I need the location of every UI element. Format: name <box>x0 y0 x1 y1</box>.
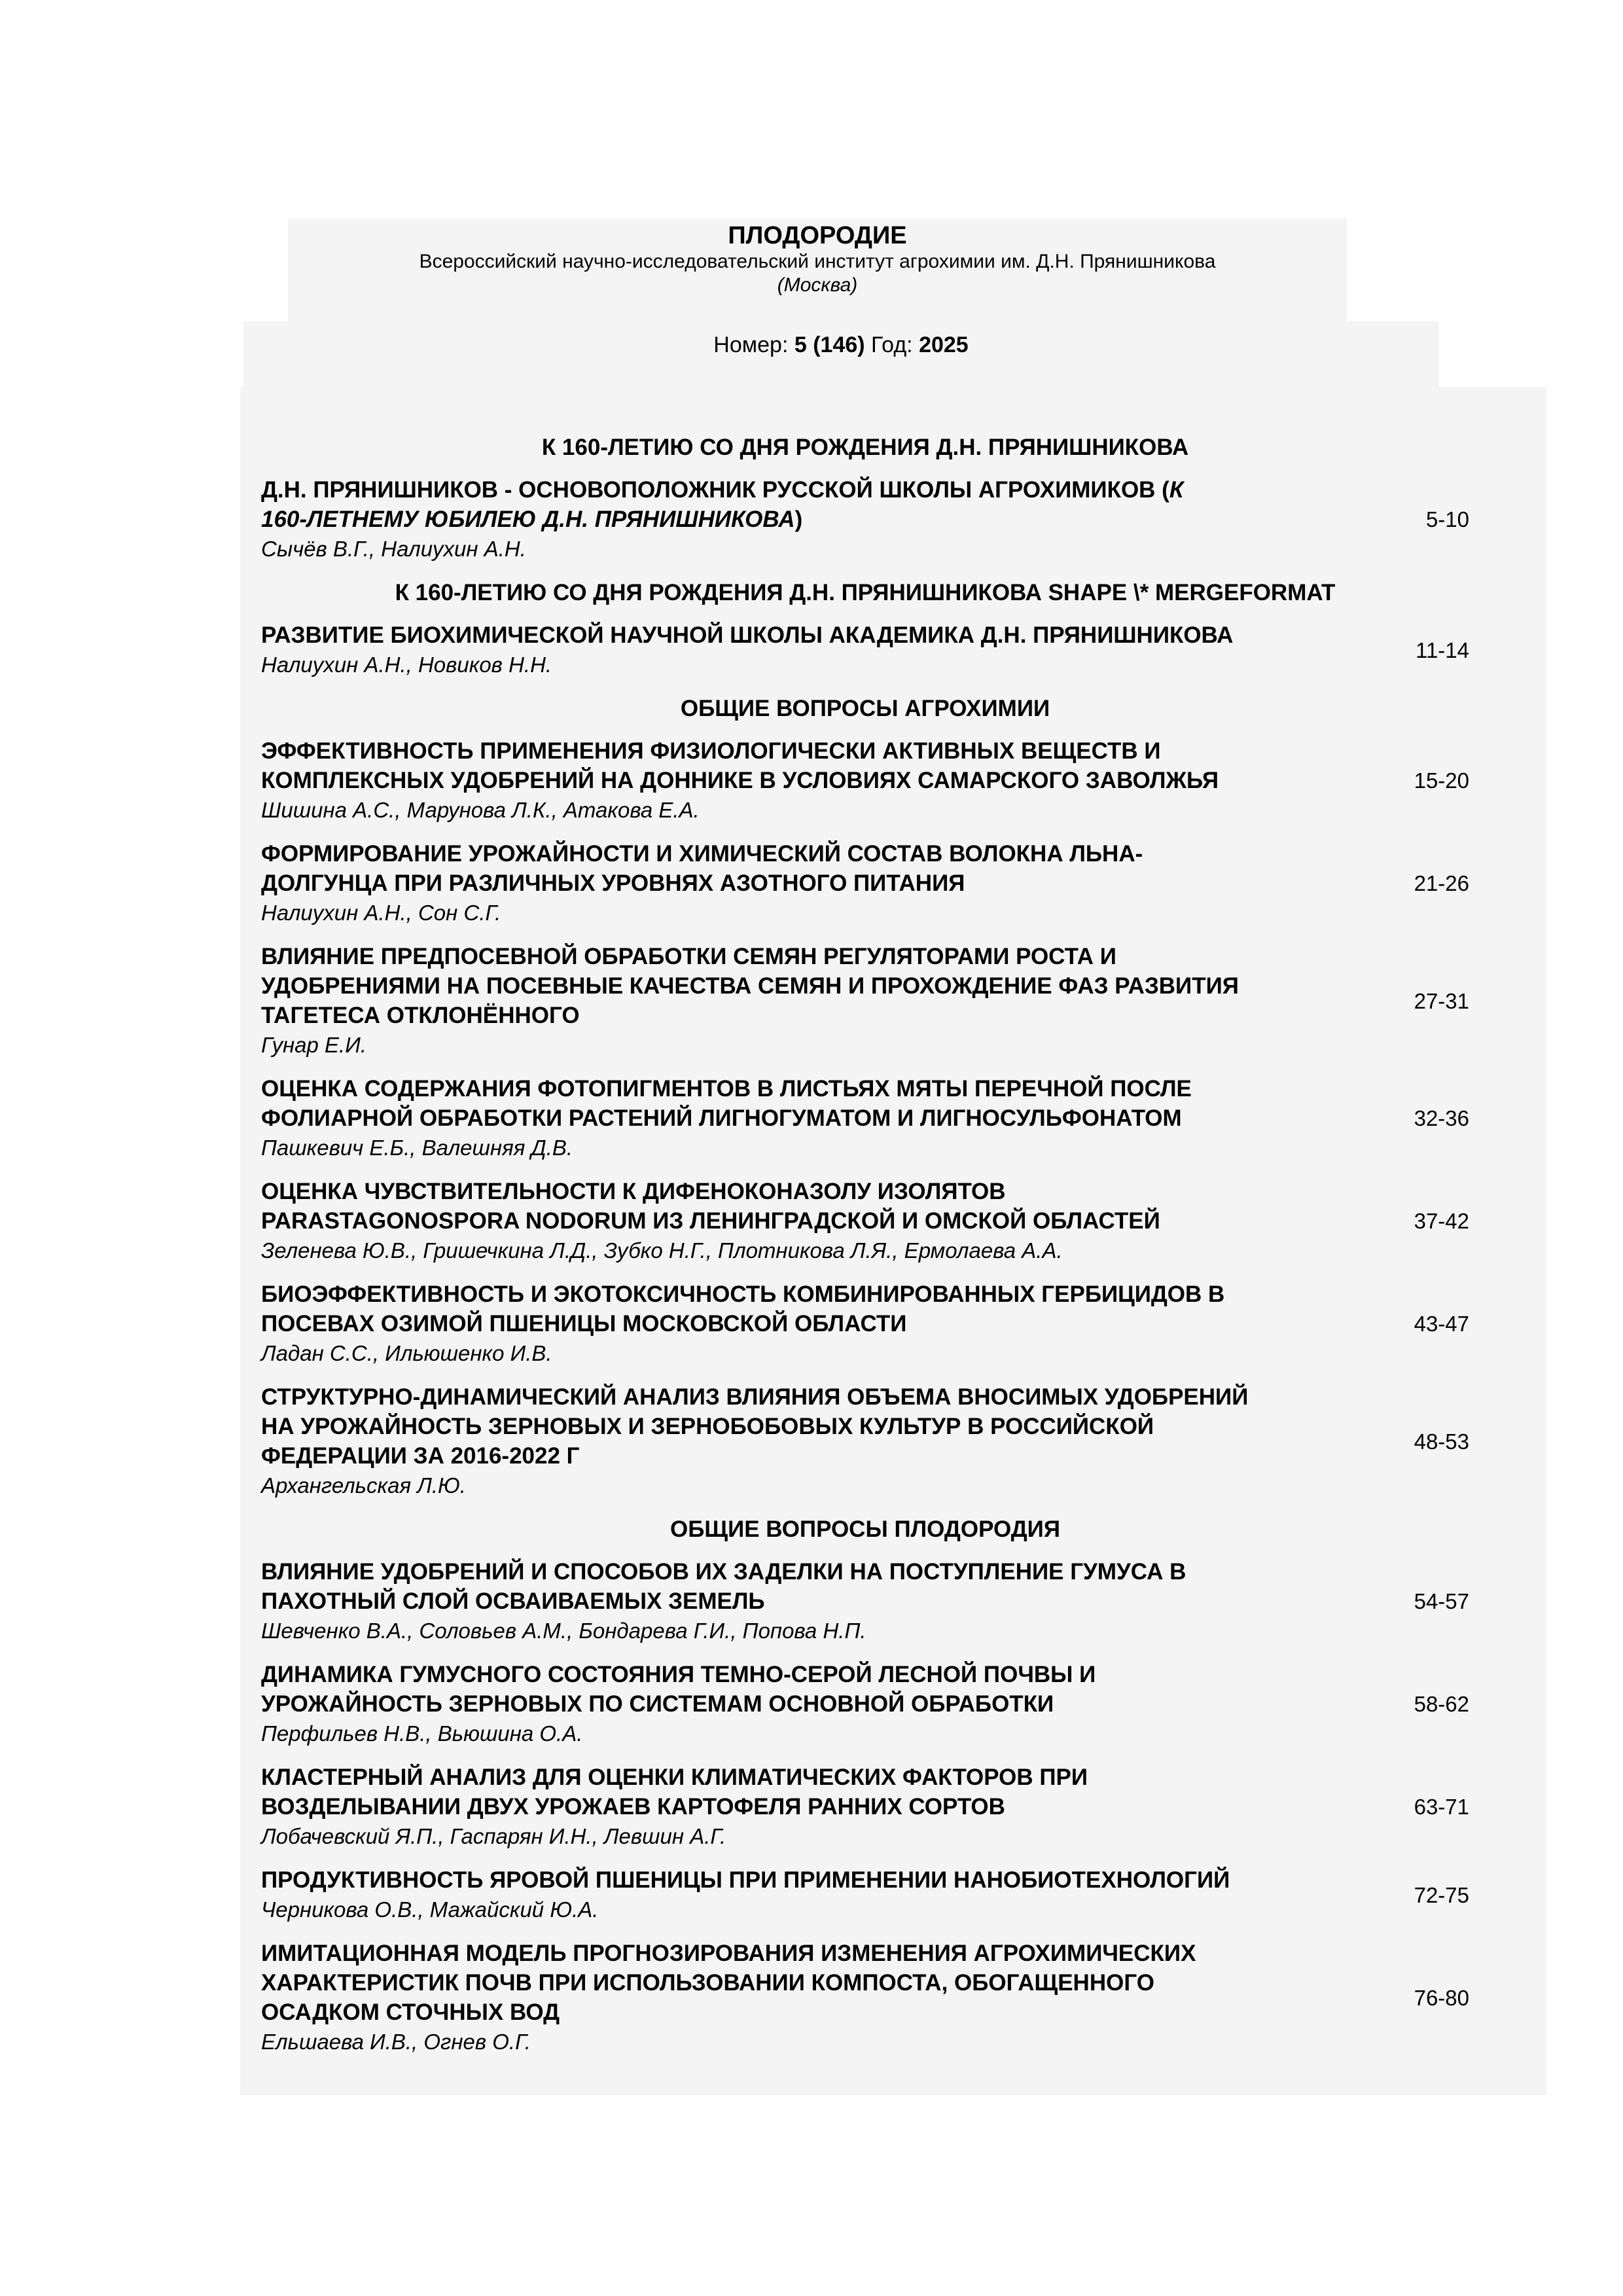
article-pages: 63-71 <box>1414 1795 1469 1819</box>
article-authors: Архангельская Л.Ю. <box>261 1473 466 1498</box>
article-title[interactable]: ВЛИЯНИЕ ПРЕДПОСЕВНОЙ ОБРАБОТКИ СЕМЯН РЕГУЛЯТОРАМИ РОСТА И УДОБРЕНИЯМИ НА ПОСЕВНЫЕ КАЧЕСТВА СЕМЯН И ПРОХОЖДЕНИЕ ФАЗ РАЗВИТИЯ ТАГЕТЕСА ОТКЛОНЁННОГО <box>261 944 1239 1028</box>
article-title[interactable]: ЭФФЕКТИВНОСТЬ ПРИМЕНЕНИЯ ФИЗИОЛОГИЧЕСКИ АКТИВНЫХ ВЕЩЕСТВ И КОМПЛЕКСНЫХ УДОБРЕНИЙ НА ДОННИКЕ В УСЛОВИЯХ САМАРСКОГО ЗАВОЛЖЬЯ <box>261 738 1219 793</box>
article-pages: 76-80 <box>1414 1985 1469 2010</box>
article-title[interactable]: ОЦЕНКА СОДЕРЖАНИЯ ФОТОПИГМЕНТОВ В ЛИСТЬЯХ МЯТЫ ПЕРЕЧНОЙ ПОСЛЕ ФОЛИАРНОЙ ОБРАБОТКИ РАСТЕНИЙ ЛИГНОГУМАТОМ И ЛИГНОСУЛЬФОНАТОМ <box>261 1076 1192 1131</box>
article-title[interactable]: БИОЭФФЕКТИВНОСТЬ И ЭКОТОКСИЧНОСТЬ КОМБИНИРОВАННЫХ ГЕРБИЦИДОВ В ПОСЕВАХ ОЗИМОЙ ПШЕНИЦЫ МОСКОВСКОЙ ОБЛАСТИ <box>261 1282 1225 1336</box>
toc-sections <box>261 433 1469 2056</box>
article-pages: 43-47 <box>1414 1312 1469 1336</box>
toc-section <box>261 694 1469 1500</box>
section-heading: ОБЩИЕ ВОПРОСЫ ПЛОДОРОДИЯ <box>670 1516 1060 1542</box>
article-entry[interactable] <box>261 1280 1469 1368</box>
journal-title: ПЛОДОРОДИЕ <box>728 222 907 249</box>
toc-section <box>261 578 1469 679</box>
article-text <box>261 1177 1391 1265</box>
section-heading: К 160-ЛЕТИЮ СО ДНЯ РОЖДЕНИЯ Д.Н. ПРЯНИШНИКОВА <box>541 435 1189 460</box>
article-authors: Налиухин А.Н., Новиков Н.Н. <box>261 653 552 677</box>
year-label: Год: <box>871 332 913 357</box>
article-text <box>261 1660 1391 1748</box>
article-title[interactable]: ФОРМИРОВАНИЕ УРОЖАЙНОСТИ И ХИМИЧЕСКИЙ СОСТАВ ВОЛОКНА ЛЬНА- ДОЛГУНЦА ПРИ РАЗЛИЧНЫХ УРОВНЯХ АЗОТНОГО ПИТАНИЯ <box>261 841 1143 896</box>
article-text <box>261 475 1391 564</box>
article-title[interactable]: СТРУКТУРНО-ДИНАМИЧЕСКИЙ АНАЛИЗ ВЛИЯНИЯ ОБЪЕМА ВНОСИМЫХ УДОБРЕНИЙ НА УРОЖАЙНОСТЬ ЗЕРНОВЫХ И ЗЕРНОБОБОВЫХ КУЛЬТУР В РОССИЙСКОЙ ФЕДЕРАЦИИ ЗА 2016-2022 Г <box>261 1384 1249 1469</box>
year-value: 2025 <box>919 332 969 357</box>
issue-header <box>243 321 1438 387</box>
article-entry[interactable] <box>261 736 1469 825</box>
article-entry[interactable] <box>261 1763 1469 1851</box>
article-entry[interactable] <box>261 620 1469 679</box>
institute-name: Всероссийский научно-исследовательский институт агрохимии им. Д.Н. Прянишникова <box>419 251 1216 272</box>
article-authors: Гунар Е.И. <box>261 1033 366 1057</box>
article-pages: 5-10 <box>1425 507 1469 531</box>
section-heading: ОБЩИЕ ВОПРОСЫ АГРОХИМИИ <box>680 696 1050 721</box>
article-entry[interactable] <box>261 1660 1469 1748</box>
toc-section <box>261 433 1469 564</box>
article-entry[interactable] <box>261 1557 1469 1645</box>
article-entry[interactable] <box>261 1939 1469 2056</box>
article-pages: 48-53 <box>1414 1429 1469 1454</box>
article-authors: Ладан С.С., Ильюшенко И.В. <box>261 1341 552 1365</box>
journal-header <box>288 219 1347 321</box>
article-title[interactable]: РАЗВИТИЕ БИОХИМИЧЕСКОЙ НАУЧНОЙ ШКОЛЫ АКАДЕМИКА Д.Н. ПРЯНИШНИКОВА <box>261 622 1234 648</box>
article-pages: 54-57 <box>1414 1589 1469 1613</box>
article-pages: 15-20 <box>1414 768 1469 793</box>
article-title[interactable]: ВЛИЯНИЕ УДОБРЕНИЙ И СПОСОБОВ ИХ ЗАДЕЛКИ НА ПОСТУПЛЕНИЕ ГУМУСА В ПАХОТНЫЙ СЛОЙ ОСВАИВАЕМЫХ ЗЕМЕЛЬ <box>261 1559 1186 1614</box>
article-text <box>261 1865 1391 1924</box>
article-title[interactable]: ИМИТАЦИОННАЯ МОДЕЛЬ ПРОГНОЗИРОВАНИЯ ИЗМЕНЕНИЯ АГРОХИМИЧЕСКИХ ХАРАКТЕРИСТИК ПОЧВ ПРИ ИСПОЛЬЗОВАНИИ КОМПОСТА, ОБОГАЩЕННОГО ОСАДКОМ СТОЧНЫХ ВОД <box>261 1941 1196 2025</box>
article-authors: Перфильев Н.В., Вьюшина О.А. <box>261 1721 583 1746</box>
section-heading: К 160-ЛЕТИЮ СО ДНЯ РОЖДЕНИЯ Д.Н. ПРЯНИШНИКОВА SHAPE \* MERGEFORMAT <box>395 580 1336 605</box>
article-pages: 58-62 <box>1414 1692 1469 1716</box>
article-title[interactable]: ПРОДУКТИВНОСТЬ ЯРОВОЙ ПШЕНИЦЫ ПРИ ПРИМЕНЕНИИ НАНОБИОТЕХНОЛОГИЙ <box>261 1867 1230 1893</box>
article-entry[interactable] <box>261 942 1469 1060</box>
article-title-main: Д.Н. ПРЯНИШНИКОВ - ОСНОВОПОЛОЖНИК РУССКОЙ ШКОЛЫ АГРОХИМИКОВ ( <box>261 477 1169 503</box>
institute-city: (Москва) <box>777 274 858 296</box>
article-text <box>261 839 1391 927</box>
article-entry[interactable] <box>261 1074 1469 1162</box>
issue-label: Номер: <box>713 332 789 357</box>
article-entry[interactable] <box>261 1382 1469 1500</box>
article-text <box>261 620 1391 679</box>
article-title[interactable] <box>261 475 1391 534</box>
article-authors: Сычёв В.Г., Налиухин А.Н. <box>261 537 526 561</box>
article-authors: Шишина А.С., Марунова Л.К., Атакова Е.А. <box>261 798 700 822</box>
article-title-end: ) <box>794 507 803 532</box>
article-entry[interactable] <box>261 1865 1469 1924</box>
article-pages: 11-14 <box>1416 637 1469 662</box>
article-authors: Зеленева Ю.В., Гришечкина Л.Д., Зубко Н.Г., Плотникова Л.Я., Ермолаева А.А. <box>261 1238 1063 1263</box>
article-authors: Лобачевский Я.П., Гаспарян И.Н., Левшин А.Г. <box>261 1824 726 1848</box>
article-pages: 72-75 <box>1414 1882 1469 1907</box>
article-title[interactable]: КЛАСТЕРНЫЙ АНАЛИЗ ДЛЯ ОЦЕНКИ КЛИМАТИЧЕСКИХ ФАКТОРОВ ПРИ ВОЗДЕЛЫВАНИИ ДВУХ УРОЖАЕВ КАРТОФЕЛЯ РАННИХ СОРТОВ <box>261 1765 1088 1820</box>
article-authors: Черникова О.В., Мажайский Ю.А. <box>261 1897 599 1922</box>
article-text <box>261 1939 1391 2056</box>
table-of-contents <box>240 387 1546 2095</box>
article-entry[interactable] <box>261 1177 1469 1265</box>
article-text <box>261 1382 1391 1500</box>
article-authors: Ельшаева И.В., Огнев О.Г. <box>261 2030 531 2054</box>
article-title[interactable]: ДИНАМИКА ГУМУСНОГО СОСТОЯНИЯ ТЕМНО-СЕРОЙ ЛЕСНОЙ ПОЧВЫ И УРОЖАЙНОСТЬ ЗЕРНОВЫХ ПО СИСТЕМАМ ОСНОВНОЙ ОБРАБОТКИ <box>261 1662 1096 1717</box>
article-text <box>261 1280 1391 1368</box>
article-authors: Налиухин А.Н., Сон С.Г. <box>261 901 501 925</box>
article-entry[interactable] <box>261 839 1469 927</box>
article-pages: 21-26 <box>1414 871 1469 895</box>
article-text <box>261 1074 1391 1162</box>
article-text <box>261 736 1391 825</box>
article-pages: 32-36 <box>1414 1106 1469 1130</box>
toc-section <box>261 1515 1469 2056</box>
issue-value: 5 (146) <box>794 332 865 357</box>
article-pages: 37-42 <box>1414 1209 1469 1233</box>
article-title-italic: К 160-ЛЕТНЕМУ ЮБИЛЕЮ Д.Н. ПРЯНИШНИКОВА <box>261 477 1184 532</box>
issue-info <box>243 321 1438 358</box>
article-text <box>261 942 1391 1060</box>
article-title[interactable]: ОЦЕНКА ЧУВСТВИТЕЛЬНОСТИ К ДИФЕНОКОНАЗОЛУ ИЗОЛЯТОВ PARASTAGONOSPORA NODORUM ИЗ ЛЕНИНГРАДСКОЙ И ОМСКОЙ ОБЛАСТЕЙ <box>261 1179 1160 1234</box>
article-authors: Шевченко В.А., Соловьев А.М., Бондарева Г.И., Попова Н.П. <box>261 1619 866 1643</box>
article-entry[interactable] <box>261 475 1469 564</box>
article-text <box>261 1557 1391 1645</box>
article-authors: Пашкевич Е.Б., Валешняя Д.В. <box>261 1136 573 1160</box>
article-pages: 27-31 <box>1414 988 1469 1013</box>
article-text <box>261 1763 1391 1851</box>
